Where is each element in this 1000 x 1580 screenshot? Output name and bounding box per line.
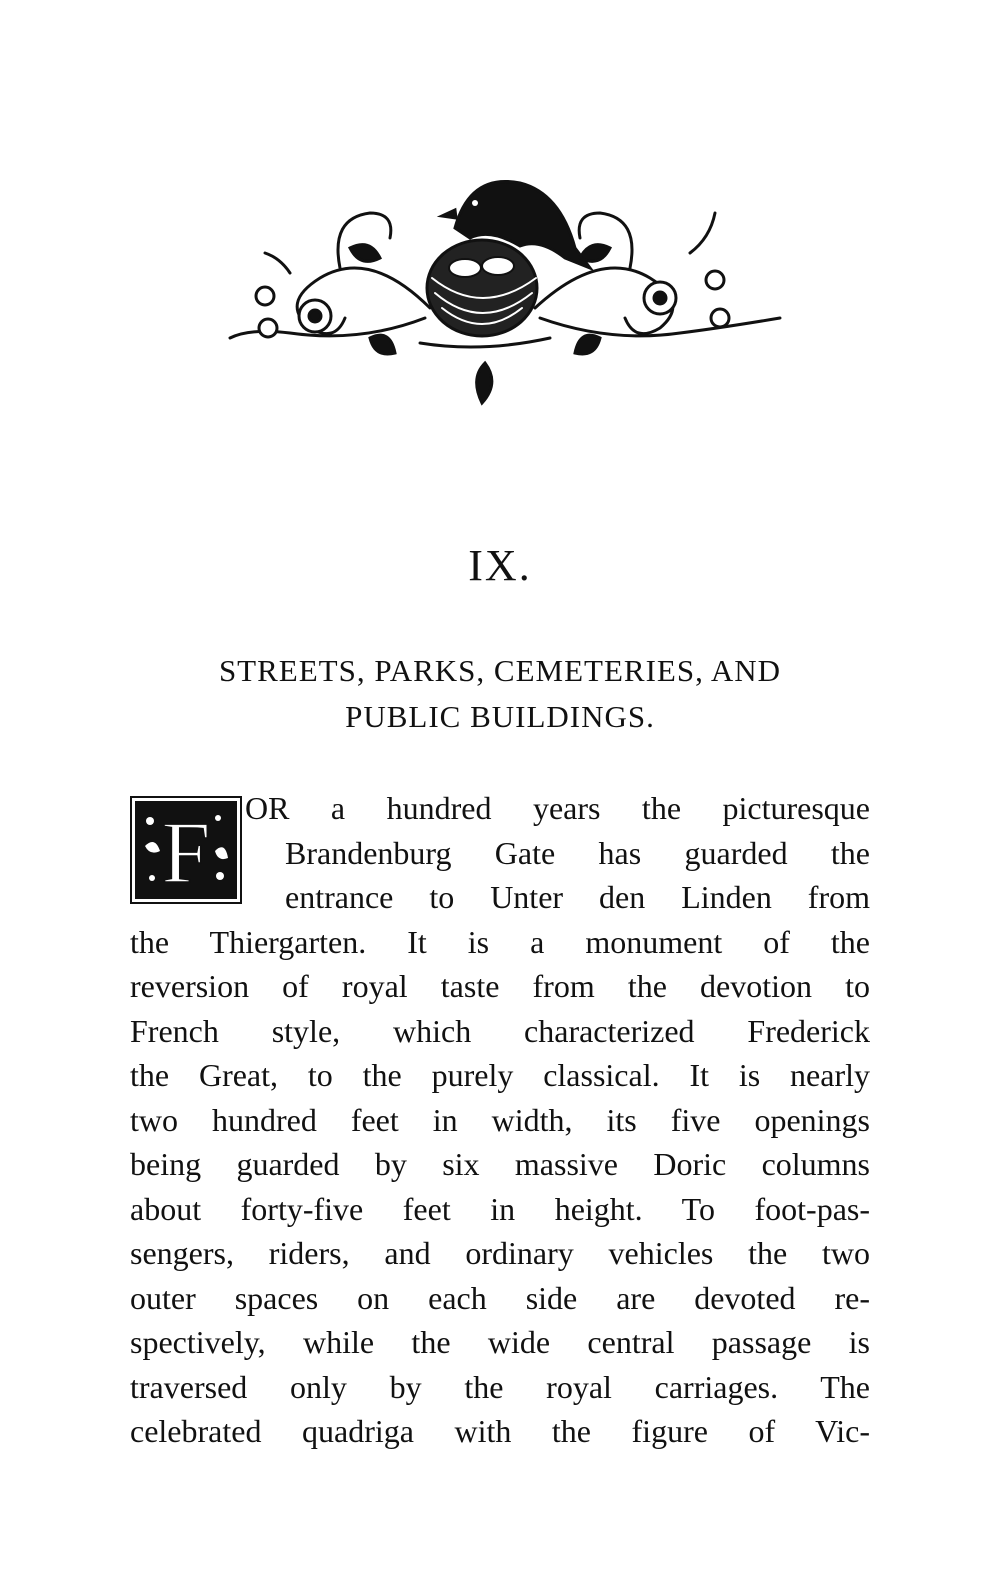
body-line-9: being guarded by six massive Doric columns	[130, 1146, 870, 1182]
chapter-title-line-2: PUBLIC BUILDINGS.	[345, 699, 655, 734]
body-line-1: OR a hundred years the picturesque	[245, 790, 870, 826]
body-line-10: about forty-five feet in height. To foot-pas-	[130, 1190, 870, 1227]
body-line-14: traversed only by the royal carriages. The	[130, 1368, 870, 1405]
ornate-initial-f-icon	[130, 796, 242, 904]
body-line-15: celebrated quadriga with the figure of Vic-	[130, 1413, 870, 1449]
body-line-13: spectively, while the wide central passage is	[130, 1324, 870, 1360]
body-line-7: the Great, to the purely classical. It is nearly	[130, 1057, 870, 1093]
body-line-4: the Thiergarten. It is a monument of the	[130, 923, 870, 960]
body-line-2: Brandenburg Gate has guarded the	[285, 834, 870, 871]
body-line-5: reversion of royal taste from the devotion to	[130, 968, 870, 1004]
body-line-8: two hundred feet in width, its five openings	[130, 1101, 870, 1138]
bird-nest-floral-ornament-icon	[220, 168, 790, 418]
drop-cap-letter: F	[161, 805, 211, 902]
body-line-6: French style, which characterized Frederick	[130, 1012, 870, 1049]
body-line-11: sengers, riders, and ordinary vehicles the two	[130, 1235, 870, 1271]
chapter-title-line-1: STREETS, PARKS, CEMETERIES, AND	[218, 653, 782, 688]
chapter-title	[150, 648, 850, 740]
body-line-12: outer spaces on each side are devoted re-	[130, 1279, 870, 1316]
chapter-number: IX.	[468, 541, 532, 590]
body-text	[130, 786, 870, 1454]
body-line-3: entrance to Unter den Linden from	[285, 879, 870, 915]
